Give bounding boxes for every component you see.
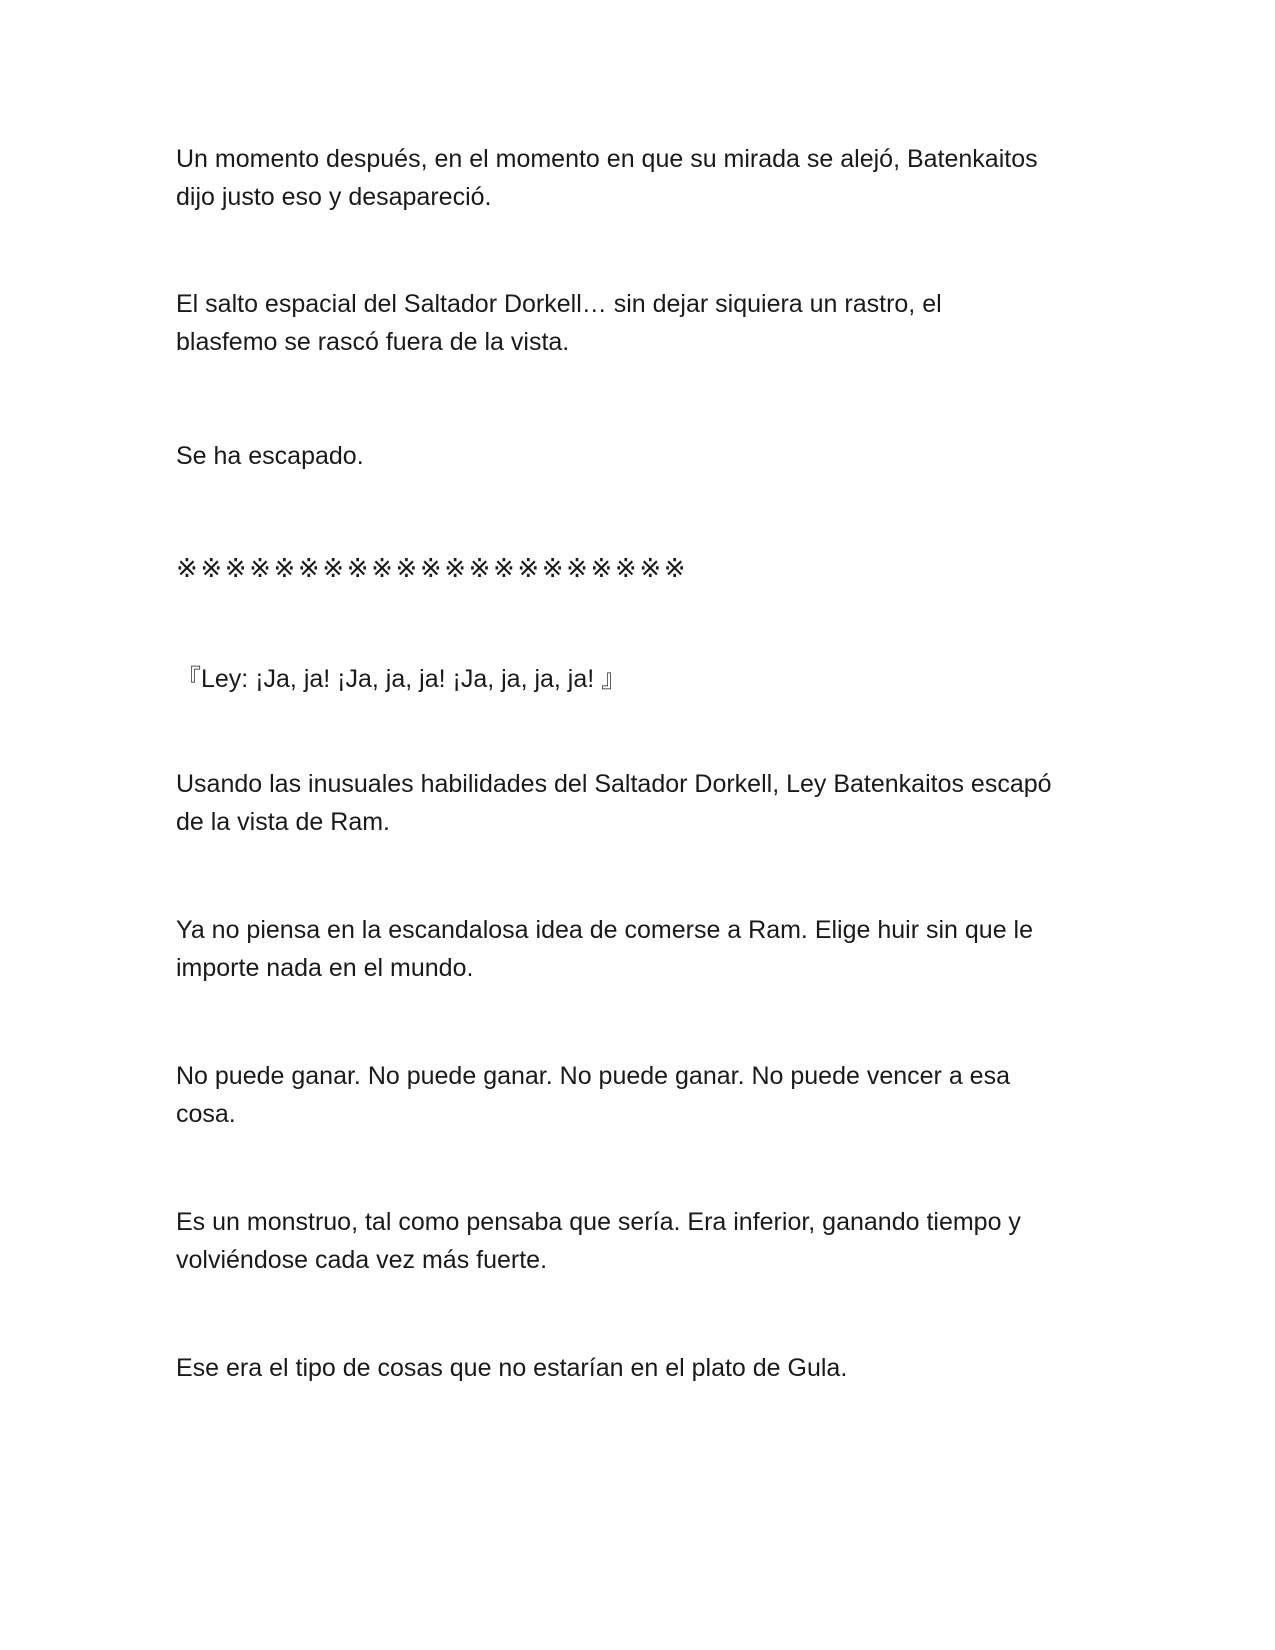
text-line: blasfemo se rascó fuera de la vista.: [176, 328, 570, 356]
text-line: dijo justo eso y desapareció.: [176, 183, 492, 211]
paragraph-6: [176, 911, 1106, 987]
paragraph-7: [176, 1057, 1106, 1133]
paragraph-1: [176, 140, 1106, 216]
text-line: No puede ganar. No puede ganar. No puede ganar. No puede vencer a esa: [176, 1062, 1010, 1090]
text-line: Se ha escapado.: [176, 442, 364, 470]
text-line: Usando las inusuales habilidades del Saltador Dorkell, Ley Batenkaitos escapó: [176, 770, 1052, 798]
paragraph-3: [176, 437, 1106, 475]
text-line: cosa.: [176, 1100, 236, 1128]
text-line: importe nada en el mundo.: [176, 954, 474, 982]
text-line: de la vista de Ram.: [176, 808, 390, 836]
text-line: Ya no piensa en la escandalosa idea de comerse a Ram. Elige huir sin que le: [176, 916, 1034, 944]
paragraph-9: [176, 1349, 1106, 1387]
text-line: Un momento después, en el momento en que su mirada se alejó, Batenkaitos: [176, 145, 1038, 173]
section-separator: ※※※※※※※※※※※※※※※※※※※※※: [176, 554, 689, 584]
text-line: 『Ley: ¡Ja, ja! ¡Ja, ja, ja! ¡Ja, ja, ja, ja! 』: [176, 665, 627, 693]
paragraph-2: [176, 285, 1106, 361]
text-line: Ese era el tipo de cosas que no estarían en el plato de Gula.: [176, 1354, 848, 1382]
text-line: El salto espacial del Saltador Dorkell… sin dejar siquiera un rastro, el: [176, 290, 942, 318]
text-line: Es un monstruo, tal como pensaba que sería. Era inferior, ganando tiempo y: [176, 1208, 1021, 1236]
paragraph-5: [176, 765, 1106, 841]
dialogue-line: [176, 660, 1106, 698]
text-line: volviéndose cada vez más fuerte.: [176, 1246, 548, 1274]
paragraph-8: [176, 1203, 1106, 1279]
